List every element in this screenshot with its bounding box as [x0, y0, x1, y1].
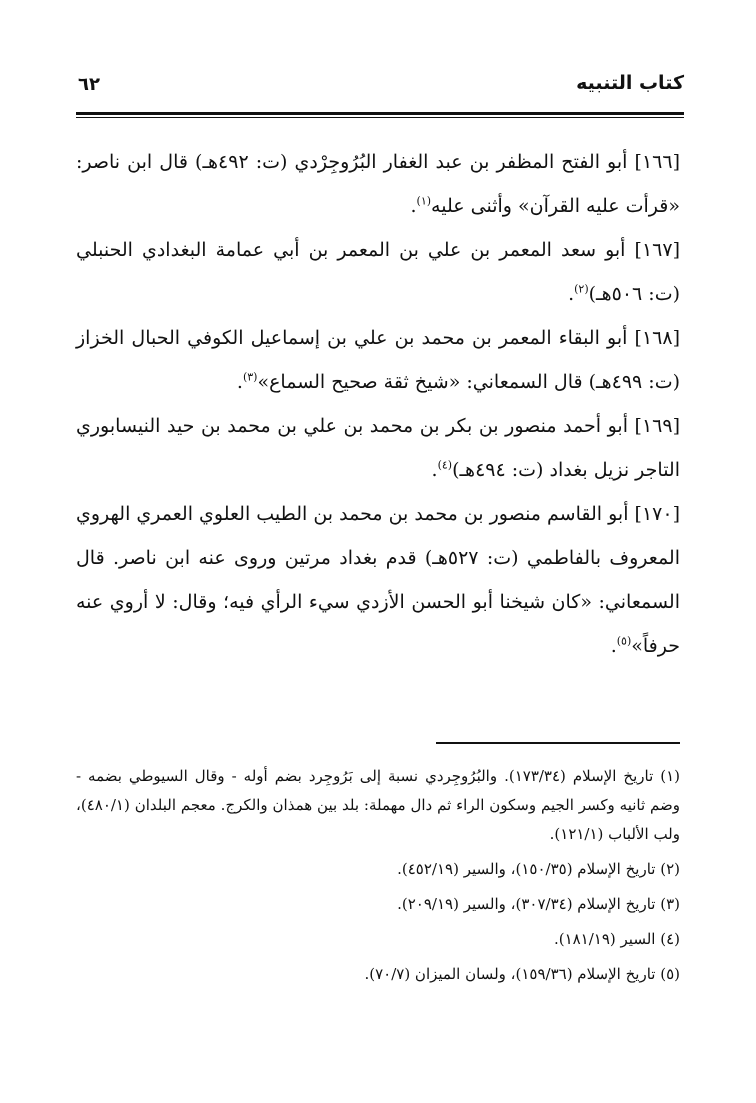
entry-text: أبو سعد المعمر بن علي بن المعمر بن أبي عمامة البغدادي الحنبلي (ت: ٥٠٦هـ)	[76, 239, 680, 305]
entry-168	[76, 316, 680, 404]
footnote-5: (٥) تاريخ الإسلام (١٥٩/٣٦)، ولسان الميزان (٧٠/٧).	[364, 965, 680, 983]
entry-number: [١٧٠]	[634, 503, 680, 525]
entry-text: أبو القاسم منصور بن محمد بن محمد بن الطيب العلوي العمري الهروي المعروف بالفاطمي (ت: ٥٢٧هـ) قدم بغداد مرتين وروى عنه ابن ناصر. قال السمعاني: «كان شيخنا أبو الحسن الأزدي سيء الرأي فيه؛ وقال: لا أروي عنه حرفاً»	[76, 503, 680, 657]
page-number: ٦٢	[78, 74, 100, 95]
entry-166	[76, 140, 680, 228]
entry-number: [١٦٧]	[634, 239, 680, 261]
header-rule	[76, 112, 684, 115]
footnote-4: (٤) السير (١٨١/١٩).	[553, 930, 680, 948]
biography-entries	[76, 140, 680, 668]
entry-end: .	[236, 371, 243, 393]
footnote-ref: (٢)	[574, 282, 589, 296]
entry-167	[76, 228, 680, 316]
page-header	[76, 66, 684, 100]
entry-170	[76, 492, 680, 668]
footnote-1: (١) تاريخ الإسلام (١٧٣/٣٤). والبُرُوجِردي نسبة إلى بَرُوجِرد بضم أوله - وقال السيوطي بضمه - وضم ثانيه وكسر الجيم وسكون الراء ثم دال مهملة: بلد بين همذان والكرج. معجم البلدان (٤٨٠/١)، ولب الألباب (١٢١/١).	[76, 767, 681, 843]
entry-end: .	[410, 195, 417, 217]
entry-text: أبو الفتح المظفر بن عبد الغفار البُرُوجِرْدي (ت: ٤٩٢هـ) قال ابن ناصر: «قرأت عليه القرآن» وأثنى عليه	[76, 151, 680, 217]
footnotes	[76, 762, 680, 995]
entry-text: أبو البقاء المعمر بن محمد بن علي بن إسماعيل الكوفي الحبال الخزاز (ت: ٤٩٩هـ) قال السمعاني: «شيخ ثقة صحيح السماع»	[76, 327, 680, 393]
footnote-ref: (٣)	[242, 370, 258, 384]
entry-169	[76, 404, 680, 492]
running-title: كتاب التنبيه	[576, 72, 684, 94]
footnote-ref: (١)	[416, 194, 432, 208]
entry-number: [١٦٩]	[634, 415, 680, 437]
entry-text: أبو أحمد منصور بن بكر بن محمد بن علي بن محمد بن حيد النيسابوري التاجر نزيل بغداد (ت: ٤٩٤هـ)	[76, 415, 680, 481]
footnote-separator	[436, 742, 680, 744]
footnote-ref: (٤)	[437, 458, 453, 472]
entry-end: .	[568, 283, 575, 305]
entry-end: .	[431, 459, 438, 481]
entry-number: [١٦٦]	[634, 151, 681, 173]
footnote-2: (٢) تاريخ الإسلام (١٥٠/٣٥)، والسير (٤٥٢/١٩).	[397, 860, 680, 878]
entry-end: .	[610, 635, 617, 657]
entry-number: [١٦٨]	[634, 327, 680, 349]
footnote-3: (٣) تاريخ الإسلام (٣٠٧/٣٤)، والسير (٢٠٩/١٩).	[397, 895, 680, 913]
footnote-ref: (٥)	[616, 634, 632, 648]
